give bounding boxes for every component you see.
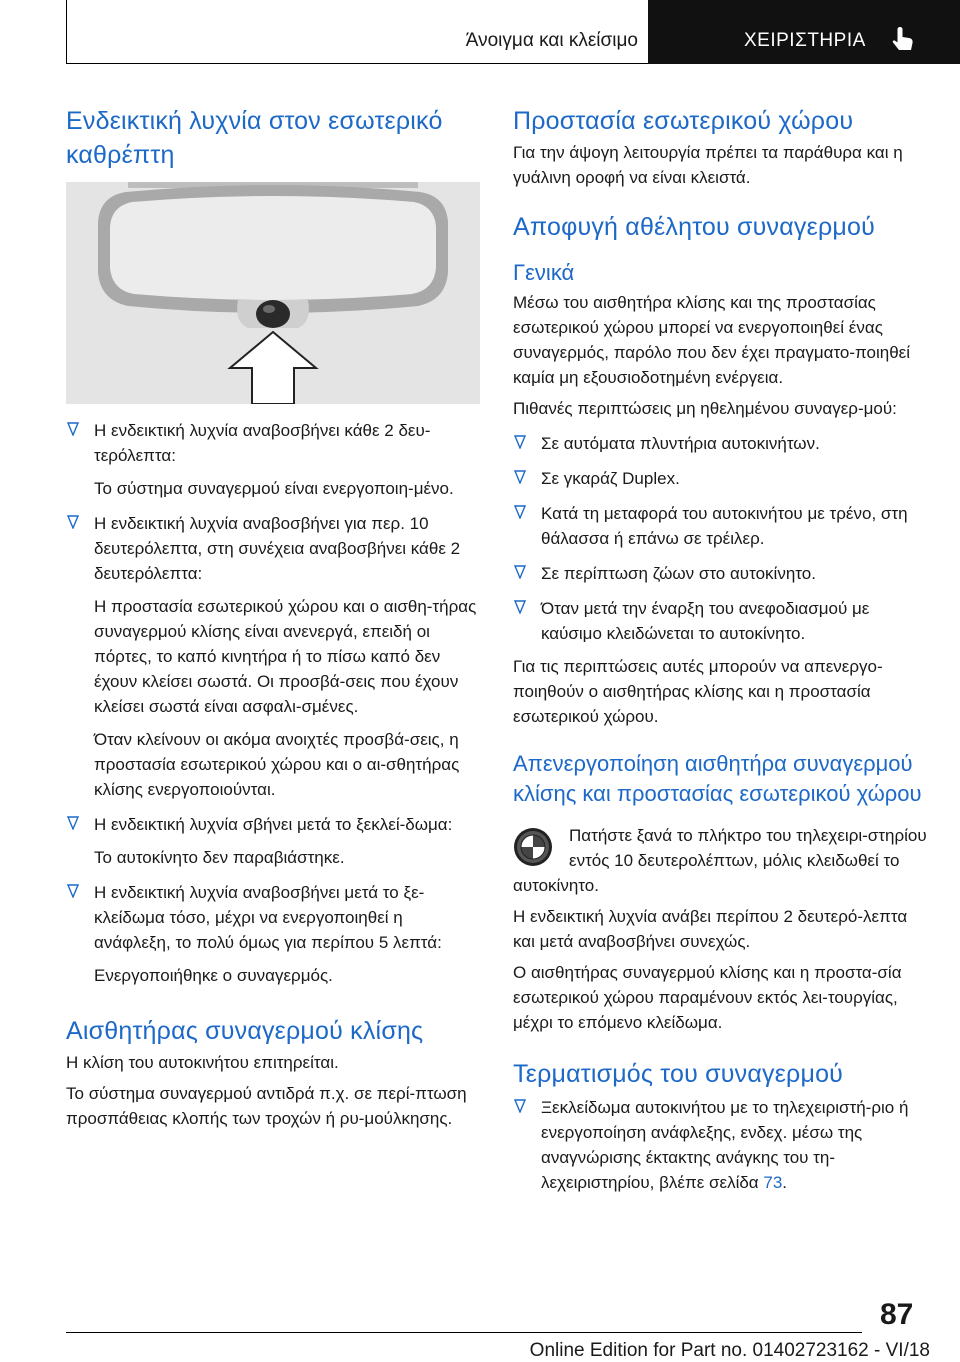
general-paragraph: Για τις περιπτώσεις αυτές μπορούν να απενεργο-ποιηθούν ο αισθητήρας κλίσης και η προστασία εσωτερικού χώρου. bbox=[513, 657, 883, 726]
bullet-triangle-icon bbox=[67, 816, 79, 830]
list-item bbox=[513, 561, 933, 586]
interior-protection-heading: Προστασία εσωτερικού χώρου bbox=[513, 107, 854, 135]
bullet-triangle-icon bbox=[514, 1099, 526, 1113]
section-tab-label: ΧΕΙΡΙΣΤΗΡΙΑ bbox=[744, 30, 866, 51]
list-item-result: Το σύστημα συναγερμού είναι ενεργοποιη-μένο. bbox=[94, 479, 454, 498]
end-item-text: Ξεκλείδωμα αυτοκινήτου με το τηλεχειριστή-ριο ή ενεργοποίηση ανάφλεξης, ενδεχ. μέσω της αναγνώρισης έκτακτης ανάγκης του τη-λεχειριστηρίου, βλέπε σελίδα bbox=[541, 1098, 909, 1192]
chapter-title: Άνοιγμα και κλείσιμο bbox=[465, 30, 638, 51]
list-item bbox=[513, 466, 933, 491]
list-item bbox=[513, 596, 933, 646]
page-reference-link[interactable]: 73 bbox=[763, 1173, 783, 1192]
section-tab[interactable] bbox=[648, 0, 960, 64]
general-heading: Γενικά bbox=[513, 260, 575, 285]
tilt-paragraph: Η κλίση του αυτοκινήτου επιτηρείται. bbox=[66, 1053, 339, 1072]
interior-mirror-image bbox=[66, 182, 480, 404]
deactivate-instruction bbox=[513, 823, 933, 898]
list-item bbox=[513, 431, 933, 456]
list-item bbox=[513, 501, 933, 551]
list-item-result: Ενεργοποιήθηκε ο συναγερμός. bbox=[94, 966, 333, 985]
list-item-result: Η προστασία εσωτερικού χώρου και ο αισθη-τήρας συναγερμού κλίσης είναι ανενεργά, επειδή οι πόρτες, το καπό κινητήρα ή το πίσω καπό δεν έχουν κλείσει σωστά. Οι προσβά-σεις που έχουν κλείσει σωστά είναι ασφαλι-σμένες. bbox=[94, 597, 477, 716]
right-column bbox=[513, 104, 933, 1195]
deactivate-paragraph: Ο αισθητήρας συναγερμού κλίσης και η προστα-σία εσωτερικού χώρου παραμένουν εκτός λει-τουργίας, μέχρι το επόμενο κλείδωμα. bbox=[513, 963, 902, 1032]
avoid-alarm-heading: Αποφυγή αθέλητου συναγερμού bbox=[513, 213, 875, 241]
list-item-result: Το αυτοκίνητο δεν παραβιάστηκε. bbox=[94, 848, 345, 867]
bullet-triangle-icon bbox=[514, 470, 526, 484]
header-rule-bottom bbox=[66, 63, 648, 64]
deactivate-paragraph: Η ενδεικτική λυχνία ανάβει περίπου 2 δευτερό-λεπτα και μετά αναβοσβήνει συνεχώς. bbox=[513, 907, 908, 951]
bullet-triangle-icon bbox=[514, 435, 526, 449]
general-paragraph: Μέσω του αισθητήρα κλίσης και της προστασίας εσωτερικού χώρου μπορεί να ενεργοποιηθεί ένας συναγερμός, παρόλο που δεν έχει πραγματο-ποιηθεί καμία μη εξουσιοδοτημένη ενέργεια. bbox=[513, 293, 911, 387]
list-item bbox=[66, 812, 480, 870]
list-item-text: Σε αυτόματα πλυντήρια αυτοκινήτων. bbox=[541, 434, 820, 453]
mirror-indicator-heading: Ενδεικτική λυχνία στον εσωτερικό καθρέπτη bbox=[66, 107, 443, 169]
list-item-text: Κατά τη μεταφορά του αυτοκινήτου με τρένο, στη θάλασσα ή επάνω σε τρέιλερ. bbox=[541, 504, 908, 548]
deactivate-paragraph: Πατήστε ξανά το πλήκτρο του τηλεχειρι-στηρίου εντός 10 δευτερολέπτων, μόλις κλειδωθεί το αυτοκίνητο. bbox=[513, 826, 927, 895]
tilt-sensor-heading: Αισθητήρας συναγερμού κλίσης bbox=[66, 1017, 424, 1045]
list-item-text: Η ενδεικτική λυχνία σβήνει μετά το ξεκλεί-δωμα: bbox=[94, 815, 453, 834]
deactivate-heading: Απενεργοποίηση αισθητήρα συναγερμού κλίσης και προστασίας εσωτερικού χώρου bbox=[513, 751, 922, 806]
interior-mirror-arrow-icon bbox=[66, 182, 480, 404]
list-item-text bbox=[541, 1095, 933, 1195]
list-item bbox=[513, 1095, 933, 1195]
interior-paragraph: Για την άψογη λειτουργία πρέπει τα παράθυρα και η γυάλινη οροφή να είναι κλειστά. bbox=[513, 143, 903, 187]
left-column bbox=[66, 104, 480, 1131]
header-rule-left bbox=[66, 0, 67, 64]
end-item-suffix: . bbox=[782, 1173, 788, 1192]
edition-footer: Online Edition for Part no. 01402723162 - VI/18 bbox=[529, 1340, 930, 1361]
bullet-triangle-icon bbox=[514, 565, 526, 579]
list-item-text: Η ενδεικτική λυχνία αναβοσβήνει για περ. 10 δευτερόλεπτα, στη συνέχεια αναβοσβήνει κάθε 2 δευτερόλεπτα: bbox=[94, 514, 461, 583]
list-item bbox=[66, 880, 480, 988]
bullet-triangle-icon bbox=[67, 422, 79, 436]
list-item-text: Η ενδεικτική λυχνία αναβοσβήνει κάθε 2 δευ-τερόλεπτα: bbox=[94, 421, 431, 465]
bmw-remote-key-icon bbox=[513, 827, 553, 867]
hand-pointer-icon bbox=[888, 24, 918, 54]
page-number: 87 bbox=[880, 1298, 914, 1331]
list-item bbox=[66, 418, 480, 501]
list-item-text: Σε γκαράζ Duplex. bbox=[541, 469, 680, 488]
tilt-paragraph: Το σύστημα συναγερμού αντιδρά π.χ. σε περί-πτωση προσπάθειας κλοπής των τροχών ή ρυ-μούλκησης. bbox=[66, 1084, 467, 1128]
list-item-text: Σε περίπτωση ζώων στο αυτοκίνητο. bbox=[541, 564, 816, 583]
general-paragraph: Πιθανές περιπτώσεις μη ηθελημένου συναγερ-μού: bbox=[513, 399, 897, 418]
list-item-result: Όταν κλείνουν οι ακόμα ανοιχτές προσβά-σεις, η προστασία εσωτερικού χώρου και ο αι-σθητήρας κλίσης ενεργοποιούνται. bbox=[94, 730, 460, 799]
bullet-triangle-icon bbox=[67, 884, 79, 898]
list-item-text: Η ενδεικτική λυχνία αναβοσβήνει μετά το ξε-κλείδωμα τόσο, μέχρι να ενεργοποιηθεί η ανάφλεξη, το πολύ όμως για περίπου 5 λεπτά: bbox=[94, 883, 442, 952]
footer-rule bbox=[66, 1332, 862, 1333]
list-item bbox=[66, 511, 480, 802]
end-alarm-heading: Τερματισμός του συναγερμού bbox=[513, 1060, 844, 1088]
bullet-triangle-icon bbox=[514, 600, 526, 614]
bullet-triangle-icon bbox=[514, 505, 526, 519]
list-item-text: Όταν μετά την έναρξη του ανεφοδιασμού με καύσιμο κλειδώνεται το αυτοκίνητο. bbox=[541, 599, 870, 643]
bullet-triangle-icon bbox=[67, 515, 79, 529]
